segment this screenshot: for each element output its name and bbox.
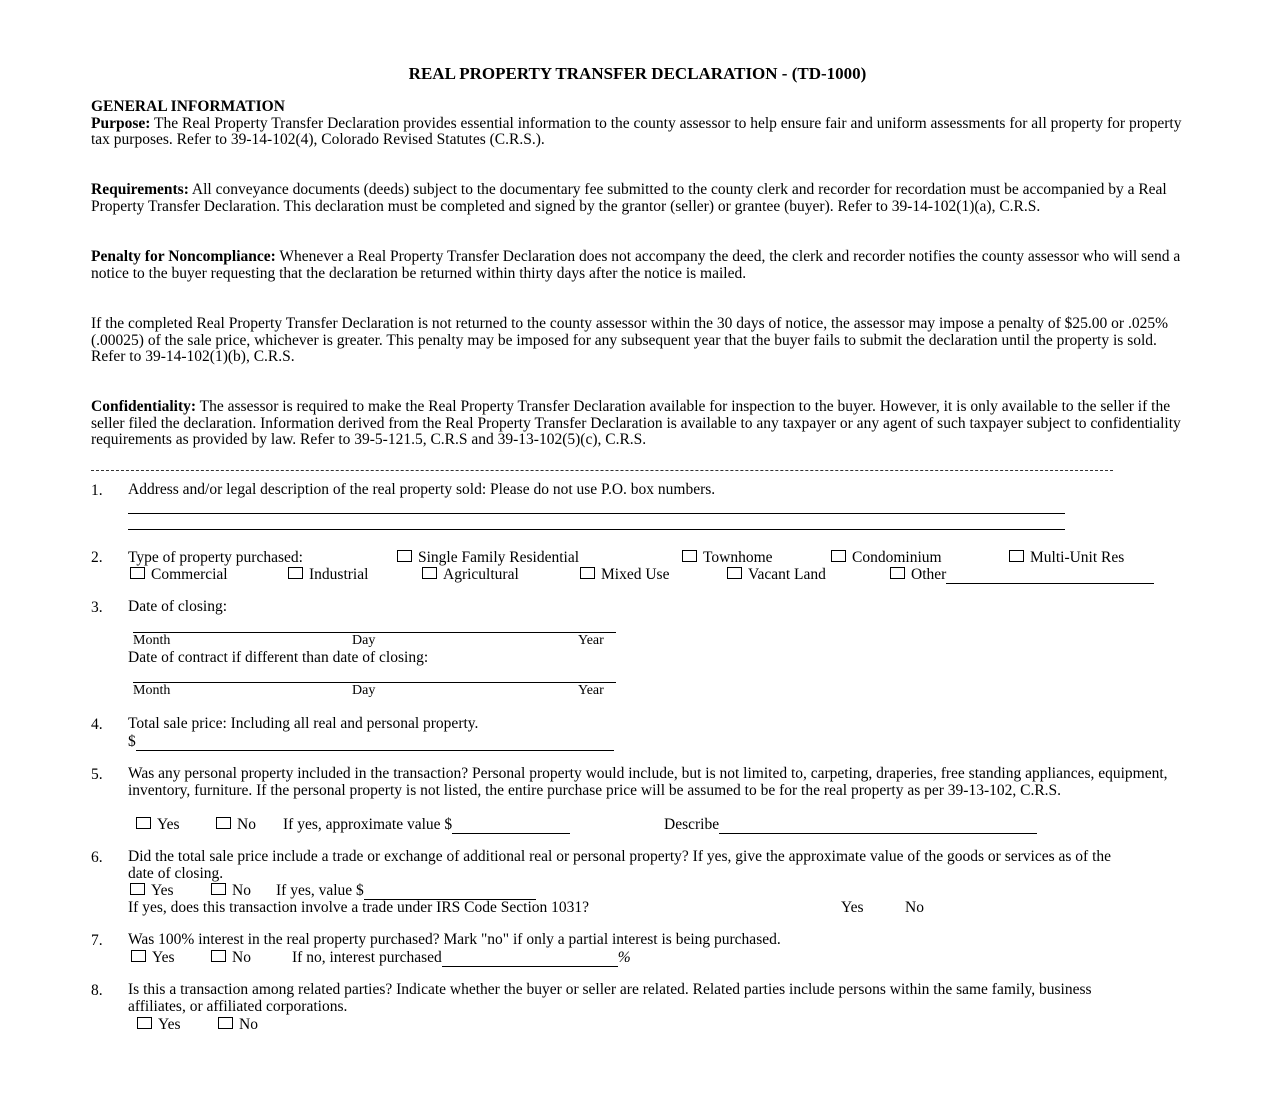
q1-number: 1.	[91, 482, 103, 499]
confidentiality-label: Confidentiality:	[91, 398, 197, 415]
contract-year-label: Year	[578, 683, 604, 698]
option-label: Yes	[151, 882, 174, 899]
q5-yes-option[interactable]	[136, 816, 180, 834]
q1-address-line-1[interactable]	[128, 513, 1065, 514]
q7-no-option[interactable]	[211, 949, 251, 967]
q4-text: Total sale price: Including all real and personal property.	[128, 715, 479, 732]
checkbox-icon[interactable]	[580, 567, 595, 579]
section-divider	[91, 470, 1113, 471]
q5-text: Was any personal property included in the transaction? Personal property would include, but is not limited to, carpeting, draperies, free standing appliances, equipment, inventory, furniture. If the personal property is not listed, the entire purchase price will be assumed to be for the real property as per 39-13-102, C.R.S.	[128, 765, 1168, 799]
q6-text: Did the total sale price include a trade or exchange of additional real or personal property? If yes, give the approximate value of the goods or services as of the date of closing.	[128, 848, 1112, 882]
value-label: If yes, value $	[276, 882, 364, 899]
q8-number: 8.	[91, 982, 103, 999]
option-vacant-land[interactable]	[727, 566, 826, 584]
option-label: No	[232, 949, 251, 966]
q2-text: Type of property purchased:	[128, 549, 303, 566]
q5-value-field[interactable]	[283, 816, 570, 834]
option-commercial[interactable]	[130, 566, 228, 584]
option-label: No	[239, 1016, 258, 1033]
checkbox-icon[interactable]	[422, 567, 437, 579]
penalty-label: Penalty for Noncompliance:	[91, 248, 276, 265]
closing-year-label: Year	[578, 633, 604, 648]
q3-number: 3.	[91, 599, 103, 616]
q5-describe-input-line[interactable]	[719, 819, 1037, 834]
q8-yes-option[interactable]	[137, 1016, 181, 1034]
option-label: Single Family Residential	[418, 549, 580, 566]
option-industrial[interactable]	[288, 566, 368, 584]
q6-yes-option[interactable]	[130, 882, 174, 900]
option-label: Yes	[152, 949, 175, 966]
purpose-label: Purpose:	[91, 114, 151, 132]
option-label: Agricultural	[443, 566, 519, 583]
option-label: No	[232, 882, 251, 899]
checkbox-icon[interactable]	[682, 550, 697, 562]
option-label: Yes	[158, 1016, 181, 1033]
interest-label: If no, interest purchased	[292, 949, 442, 966]
option-label: Other	[911, 566, 947, 583]
option-other[interactable]	[890, 566, 1154, 584]
option-label: Commercial	[151, 566, 228, 583]
q7-yes-option[interactable]	[131, 949, 175, 967]
checkbox-icon[interactable]	[831, 550, 846, 562]
confidentiality-text: The assessor is required to make the Real Property Transfer Declaration available for inspection to the buyer. However, it is only available to the seller if the seller filed the declaration. Information derived from the Real Property Transfer Declaration is available to any taxpayer or any agent of such taxpayer subject to confidentiality requirements as provided by law. Refer to 39-5-121.5, C.R.S and 39-13-102(5)(c), C.R.S.	[91, 398, 1181, 449]
option-townhome[interactable]	[682, 549, 773, 567]
form-title: REAL PROPERTY TRANSFER DECLARATION - (TD-1000)	[408, 64, 867, 83]
general-info-section	[91, 99, 1191, 149]
option-mixed-use[interactable]	[580, 566, 669, 584]
q5-describe-field[interactable]	[664, 816, 1037, 834]
confidentiality-paragraph	[91, 399, 1191, 449]
penalty-paragraph	[91, 249, 1191, 282]
q7-text: Was 100% interest in the real property purchased? Mark "no" if only a partial interest is being purchased.	[128, 931, 781, 948]
option-label: Industrial	[309, 566, 369, 583]
checkbox-icon[interactable]	[890, 567, 905, 579]
contract-day-label: Day	[352, 683, 376, 698]
option-label: Townhome	[703, 549, 773, 566]
q8-text: Is this a transaction among related parties? Indicate whether the buyer or seller are related. Related parties include persons within the same family, business affiliates, or affiliated corporations.	[128, 981, 1092, 1015]
closing-month-label: Month	[133, 633, 171, 648]
checkbox-icon[interactable]	[130, 883, 145, 895]
purpose-text: The Real Property Transfer Declaration provides essential information to the county assessor to help ensure fair and uniform assessments for all property for property tax purposes. Refer to 39-14-102(4), Colorado Revised Statutes (C.R.S.).	[91, 114, 1182, 149]
checkbox-icon[interactable]	[130, 567, 145, 579]
q1-address-line-2[interactable]	[128, 529, 1065, 530]
value-label: If yes, approximate value $	[283, 816, 453, 833]
option-label: Multi-Unit Res	[1030, 549, 1125, 566]
option-agricultural[interactable]	[422, 566, 519, 584]
q6-value-field[interactable]	[276, 882, 536, 900]
contract-date-text: Date of contract if different than date of closing:	[128, 649, 429, 666]
requirements-label: Requirements:	[91, 181, 189, 198]
closing-day-label: Day	[352, 633, 376, 648]
q6-1031-no[interactable]: No	[905, 899, 924, 916]
q5-number: 5.	[91, 766, 103, 783]
q6-1031-yes[interactable]: Yes	[841, 899, 864, 916]
checkbox-icon[interactable]	[727, 567, 742, 579]
other-input-line[interactable]	[946, 569, 1154, 584]
option-label: No	[237, 816, 256, 833]
q6-value-input-line[interactable]	[364, 885, 536, 900]
checkbox-icon[interactable]	[1009, 550, 1024, 562]
q1-text: Address and/or legal description of the real property sold: Please do not use P.O. box numbers.	[128, 481, 716, 498]
q5-no-option[interactable]	[216, 816, 256, 834]
penalty-text: Whenever a Real Property Transfer Declaration does not accompany the deed, the clerk and recorder notifies the county assessor who will send a notice to the buyer requesting that the declaration be returned within thirty days after the notice is mailed.	[91, 248, 1181, 282]
checkbox-icon[interactable]	[211, 950, 226, 962]
checkbox-icon[interactable]	[218, 1017, 233, 1029]
checkbox-icon[interactable]	[137, 1017, 152, 1029]
q6-number: 6.	[91, 849, 103, 866]
q7-interest-field[interactable]	[292, 949, 631, 967]
option-condominium[interactable]	[831, 549, 942, 567]
q7-number: 7.	[91, 932, 103, 949]
penalty-paragraph-2: If the completed Real Property Transfer Declaration is not returned to the county assessor within the 30 days of notice, the assessor may impose a penalty of $25.00 or .025% (.00025) of the sale price, whichever is greater. This penalty may be imposed for any subsequent year that the buyer fails to submit the declaration until the property is sold. Refer to 39-14-102(1)(b), C.R.S.	[91, 315, 1169, 366]
option-label: Vacant Land	[748, 566, 826, 583]
percent-sign: %	[617, 949, 631, 966]
q5-value-input-line[interactable]	[452, 819, 570, 834]
q2-number: 2.	[91, 549, 103, 566]
general-info-heading: GENERAL INFORMATION	[91, 98, 285, 115]
sale-price-field[interactable]	[128, 733, 614, 751]
checkbox-icon[interactable]	[288, 567, 303, 579]
checkbox-icon[interactable]	[131, 950, 146, 962]
sale-price-input-line[interactable]	[136, 736, 614, 751]
q6-1031-text: If yes, does this transaction involve a trade under IRS Code Section 1031?	[128, 899, 590, 916]
option-label: Mixed Use	[601, 566, 670, 583]
dollar-sign: $	[128, 733, 136, 750]
contract-month-label: Month	[133, 683, 171, 698]
purpose-paragraph	[91, 116, 1191, 149]
checkbox-icon[interactable]	[397, 550, 412, 562]
option-multi-unit[interactable]	[1009, 549, 1124, 567]
q3-text: Date of closing:	[128, 598, 228, 615]
q6-no-option[interactable]	[211, 882, 251, 900]
checkbox-icon[interactable]	[211, 883, 226, 895]
requirements-text: All conveyance documents (deeds) subject to the documentary fee submitted to the county clerk and recorder for recordation must be accompanied by a Real Property Transfer Declaration. This declaration must be completed and signed by the grantor (seller) or grantee (buyer). Refer to 39-14-102(1)(a), C.R.S.	[91, 181, 1167, 215]
q7-interest-input-line[interactable]	[442, 952, 618, 967]
q8-no-option[interactable]	[218, 1016, 258, 1034]
checkbox-icon[interactable]	[136, 817, 151, 829]
describe-label: Describe	[664, 816, 720, 833]
q4-number: 4.	[91, 716, 103, 733]
option-label: Yes	[157, 816, 180, 833]
option-single-family[interactable]	[397, 549, 579, 567]
option-label: Condominium	[852, 549, 942, 566]
checkbox-icon[interactable]	[216, 817, 231, 829]
requirements-paragraph	[91, 182, 1191, 215]
